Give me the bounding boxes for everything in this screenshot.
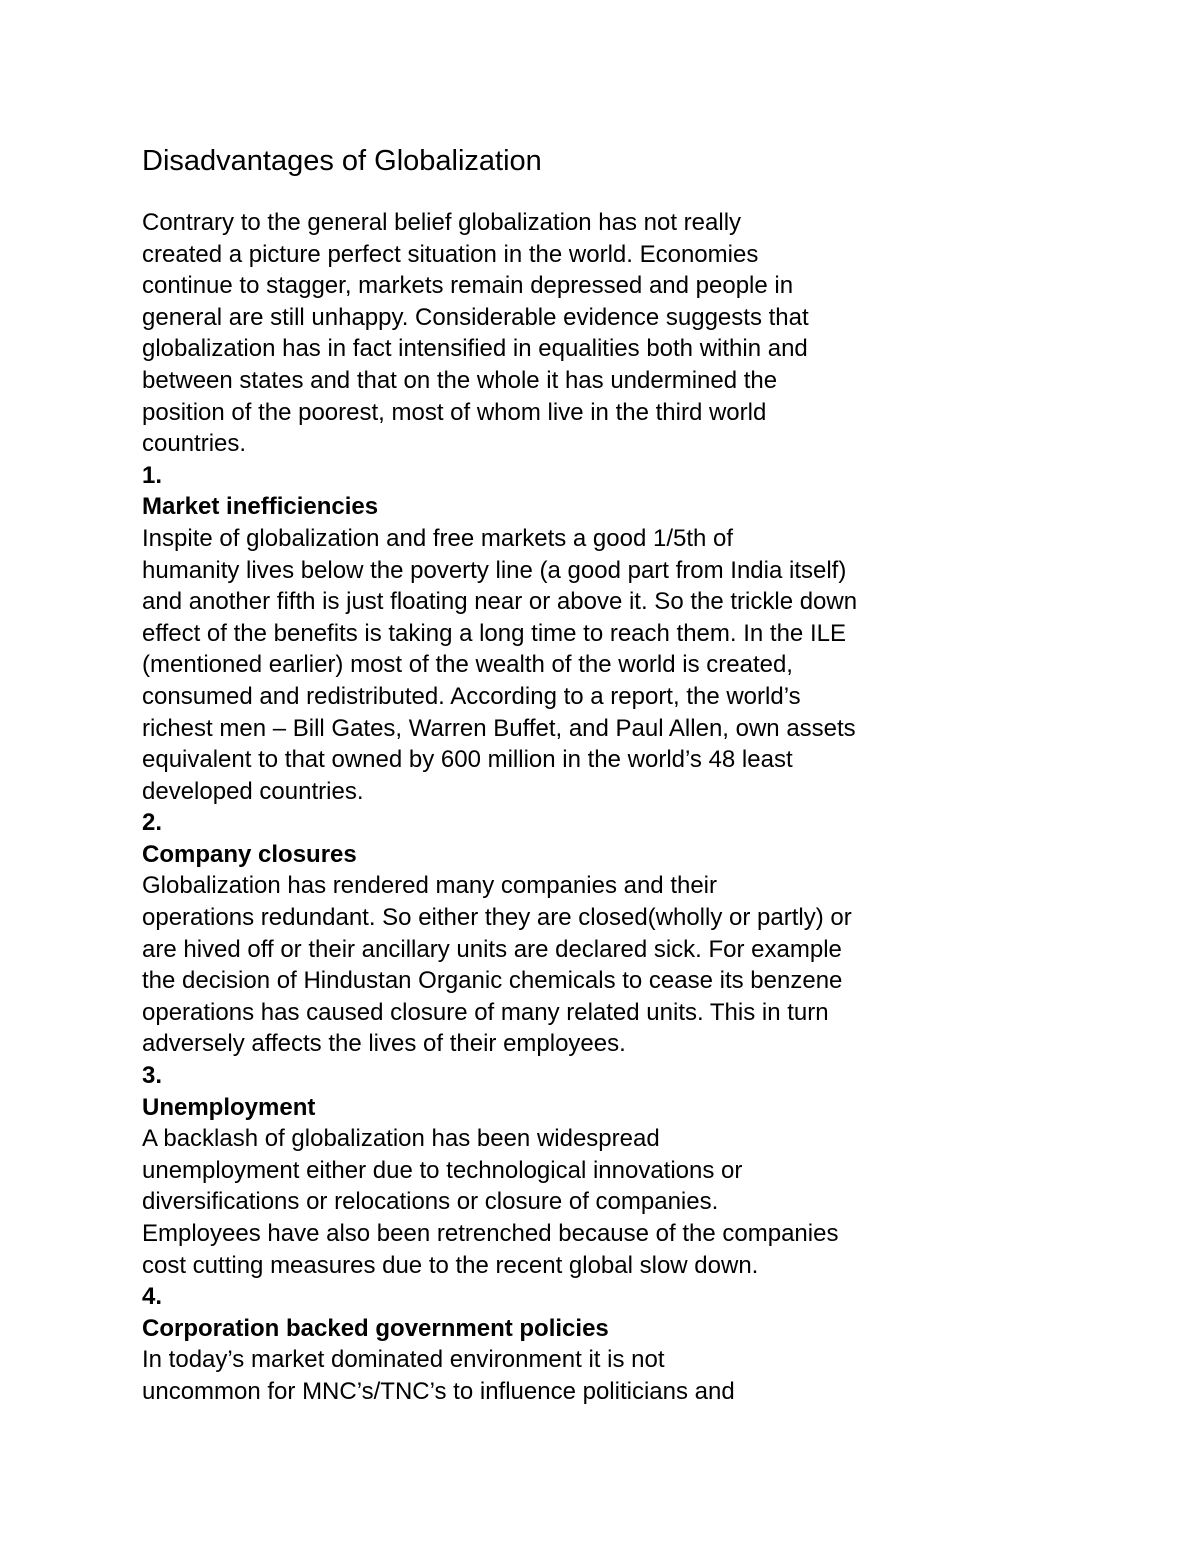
section-company-closures	[142, 807, 1042, 1060]
section-number: 4.	[142, 1283, 163, 1311]
section-line: consumed and redistributed. According to a report, the world’s	[142, 682, 801, 710]
section-line: uncommon for MNC’s/TNC’s to influence politicians and	[142, 1377, 735, 1405]
section-line: In today’s market dominated environment it is not	[142, 1346, 665, 1374]
section-line: Globalization has rendered many companies and their	[142, 872, 718, 900]
section-line: are hived off or their ancillary units are declared sick. For example	[142, 935, 842, 963]
document-page	[142, 143, 1042, 1408]
section-line: Inspite of globalization and free markets a good 1/5th of	[142, 524, 734, 552]
section-line: adversely affects the lives of their employees.	[142, 1030, 626, 1058]
section-line: Employees have also been retrenched because of the companies	[142, 1220, 839, 1247]
intro-line: between states and that on the whole it has undermined the	[142, 366, 778, 394]
section-heading: Corporation backed government policies	[142, 1314, 609, 1342]
section-line: unemployment either due to technological innovations or	[142, 1156, 743, 1184]
section-unemployment	[142, 1060, 1042, 1281]
intro-paragraph	[142, 207, 1042, 460]
section-line: (mentioned earlier) most of the wealth of the world is created,	[142, 651, 793, 679]
section-line: equivalent to that owned by 600 million in the world’s 48 least	[142, 746, 793, 774]
section-line: richest men – Bill Gates, Warren Buffet, and Paul Allen, own assets	[142, 714, 856, 742]
intro-line: continue to stagger, markets remain depressed and people in	[142, 272, 794, 300]
section-line: the decision of Hindustan Organic chemicals to cease its benzene	[142, 967, 843, 995]
section-heading: Market inefficiencies	[142, 493, 379, 521]
section-line: effect of the benefits is taking a long time to reach them. In the ILE	[142, 619, 846, 647]
intro-line: position of the poorest, most of whom live in the third world	[142, 398, 767, 426]
section-line: operations redundant. So either they are closed(wholly or partly) or	[142, 904, 852, 932]
section-market-inefficiencies	[142, 460, 1042, 808]
section-number: 3.	[142, 1062, 163, 1090]
section-heading: Unemployment	[142, 1093, 316, 1121]
section-number: 1.	[142, 461, 163, 489]
section-corporation-backed-policies	[142, 1281, 1042, 1407]
section-line: diversifications or relocations or closure of companies.	[142, 1188, 719, 1216]
intro-line: created a picture perfect situation in the world. Economies	[142, 240, 759, 268]
section-line: A backlash of globalization has been widespread	[142, 1125, 660, 1153]
section-heading: Company closures	[142, 840, 357, 868]
intro-line: globalization has in fact intensified in equalities both within and	[142, 335, 808, 363]
intro-line: countries.	[142, 430, 247, 458]
section-line: developed countries.	[142, 777, 364, 805]
intro-line: general are still unhappy. Considerable evidence suggests that	[142, 303, 809, 331]
intro-line: Contrary to the general belief globalization has not really	[142, 209, 742, 236]
section-line: and another fifth is just floating near or above it. So the trickle down	[142, 588, 858, 616]
section-line: cost cutting measures due to the recent global slow down.	[142, 1251, 759, 1279]
document-title: Disadvantages of Globalization	[142, 145, 542, 177]
section-line: humanity lives below the poverty line (a good part from India itself)	[142, 556, 847, 584]
section-line: operations has caused closure of many related units. This in turn	[142, 998, 829, 1026]
section-number: 2.	[142, 809, 163, 837]
